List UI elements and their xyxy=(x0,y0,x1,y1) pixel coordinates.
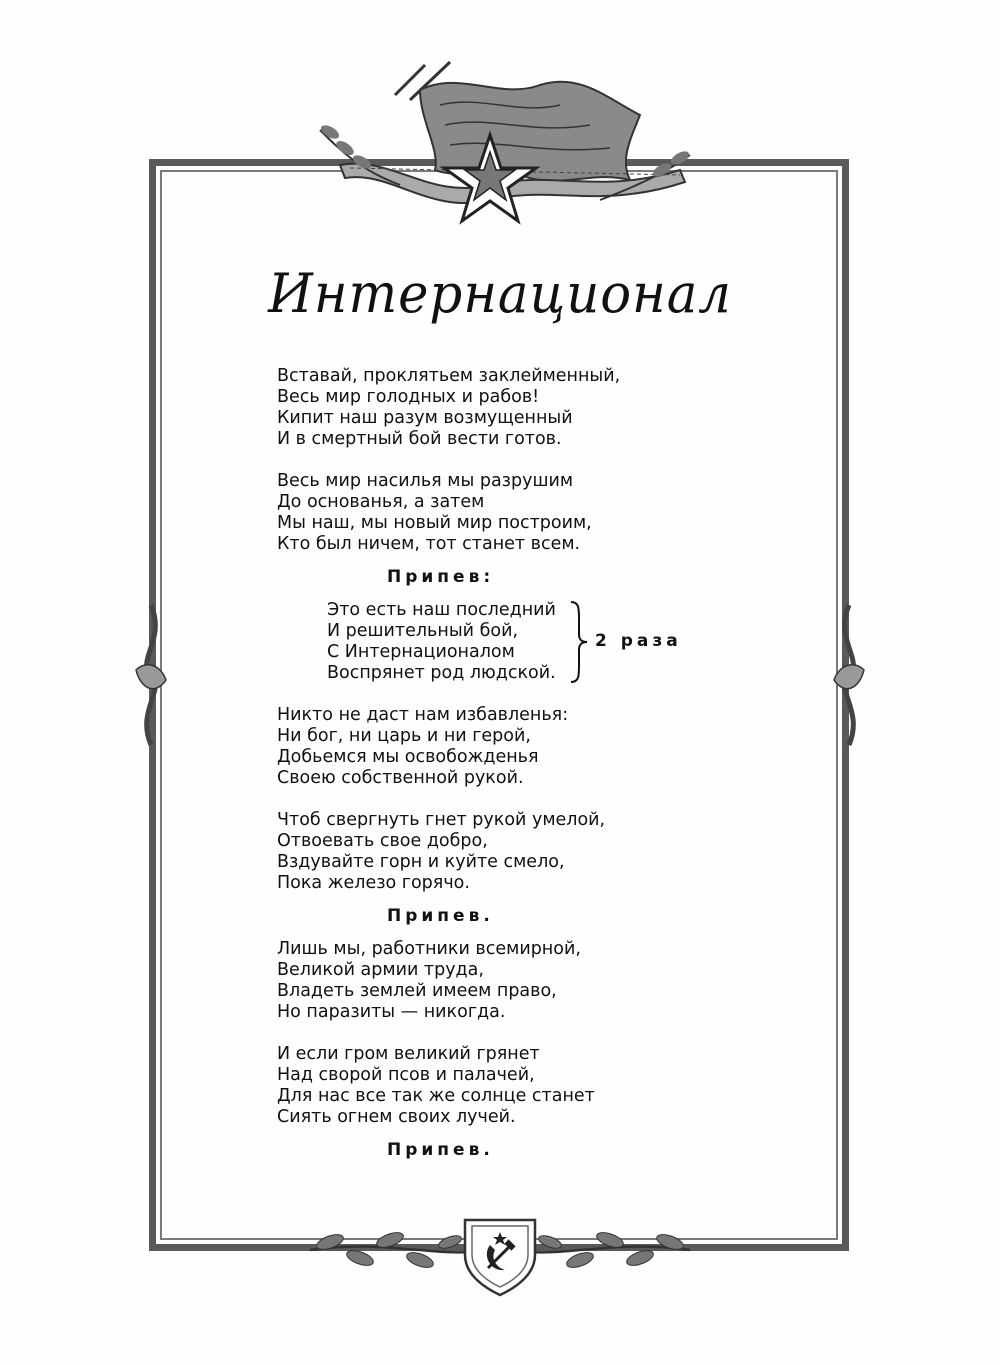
verse-line: Отвоевать свое добро, xyxy=(277,831,488,851)
refrain-heading: Припев: xyxy=(387,567,495,587)
repeat-note: 2 раза xyxy=(595,631,682,651)
stanza-6 xyxy=(277,1044,737,1128)
verse-line: Для нас все так же солнце станет xyxy=(277,1086,595,1106)
stanza-2 xyxy=(277,471,737,555)
verse-line: Вздувайте горн и куйте смело, xyxy=(277,852,565,872)
verse-line: И в смертный бой вести готов. xyxy=(277,429,562,449)
chorus-line: Воспрянет род людской. xyxy=(327,663,556,683)
refrain-repeat-2: Припев. xyxy=(387,1140,494,1160)
verse-line: До основанья, а затем xyxy=(277,492,485,512)
chorus-line: И решительный бой, xyxy=(327,621,519,641)
stanza-1 xyxy=(277,366,737,450)
hammer-sickle-shield-ornament-icon xyxy=(300,1210,700,1300)
verse-line: И если гром великий грянет xyxy=(277,1044,540,1064)
verse-line: Весь мир насилья мы разрушим xyxy=(277,471,574,491)
verse-line: Своею собственной рукой. xyxy=(277,768,524,788)
verse-line: Над сворой псов и палачей, xyxy=(277,1065,535,1085)
verse-line: Вставай, проклятьем заклейменный, xyxy=(277,366,621,386)
verse-line: Никто не даст нам избавленья: xyxy=(277,705,569,725)
chorus-line: С Интернационалом xyxy=(327,642,515,662)
verse-line: Мы наш, мы новый мир построим, xyxy=(277,513,592,533)
stanza-5 xyxy=(277,939,737,1023)
curly-brace-icon xyxy=(569,600,589,684)
verse-line: Добьемся мы освобожденья xyxy=(277,747,539,767)
verse-line: Кто был ничем, тот станет всем. xyxy=(277,534,581,554)
verse-line: Сиять огнем своих лучей. xyxy=(277,1107,516,1127)
refrain-repeat-1: Припев. xyxy=(387,906,494,926)
stanza-4 xyxy=(277,810,737,894)
flag-star-ornament-icon xyxy=(300,60,700,235)
verse-line: Великой армии труда, xyxy=(277,960,484,980)
verse-line: Кипит наш разум возмущенный xyxy=(277,408,573,428)
verse-line: Ни бог, ни царь и ни герой, xyxy=(277,726,531,746)
chorus-line: Это есть наш последний xyxy=(327,600,556,620)
verse-line: Пока железо горячо. xyxy=(277,873,470,893)
verse-line: Весь мир голодных и рабов! xyxy=(277,387,540,407)
page-title: Интернационал xyxy=(268,262,732,325)
verse-line: Владеть землей имеем право, xyxy=(277,981,557,1001)
verse-line: Чтоб свергнуть гнет рукой умелой, xyxy=(277,810,606,830)
stanza-3 xyxy=(277,705,737,789)
verse-line: Лишь мы, работники всемирной, xyxy=(277,939,581,959)
right-ribbon-ornament-icon xyxy=(824,600,874,750)
song-lyrics xyxy=(277,366,737,1161)
left-ribbon-ornament-icon xyxy=(126,600,176,750)
verse-line: Но паразиты — никогда. xyxy=(277,1002,506,1022)
chorus-block xyxy=(327,600,737,684)
